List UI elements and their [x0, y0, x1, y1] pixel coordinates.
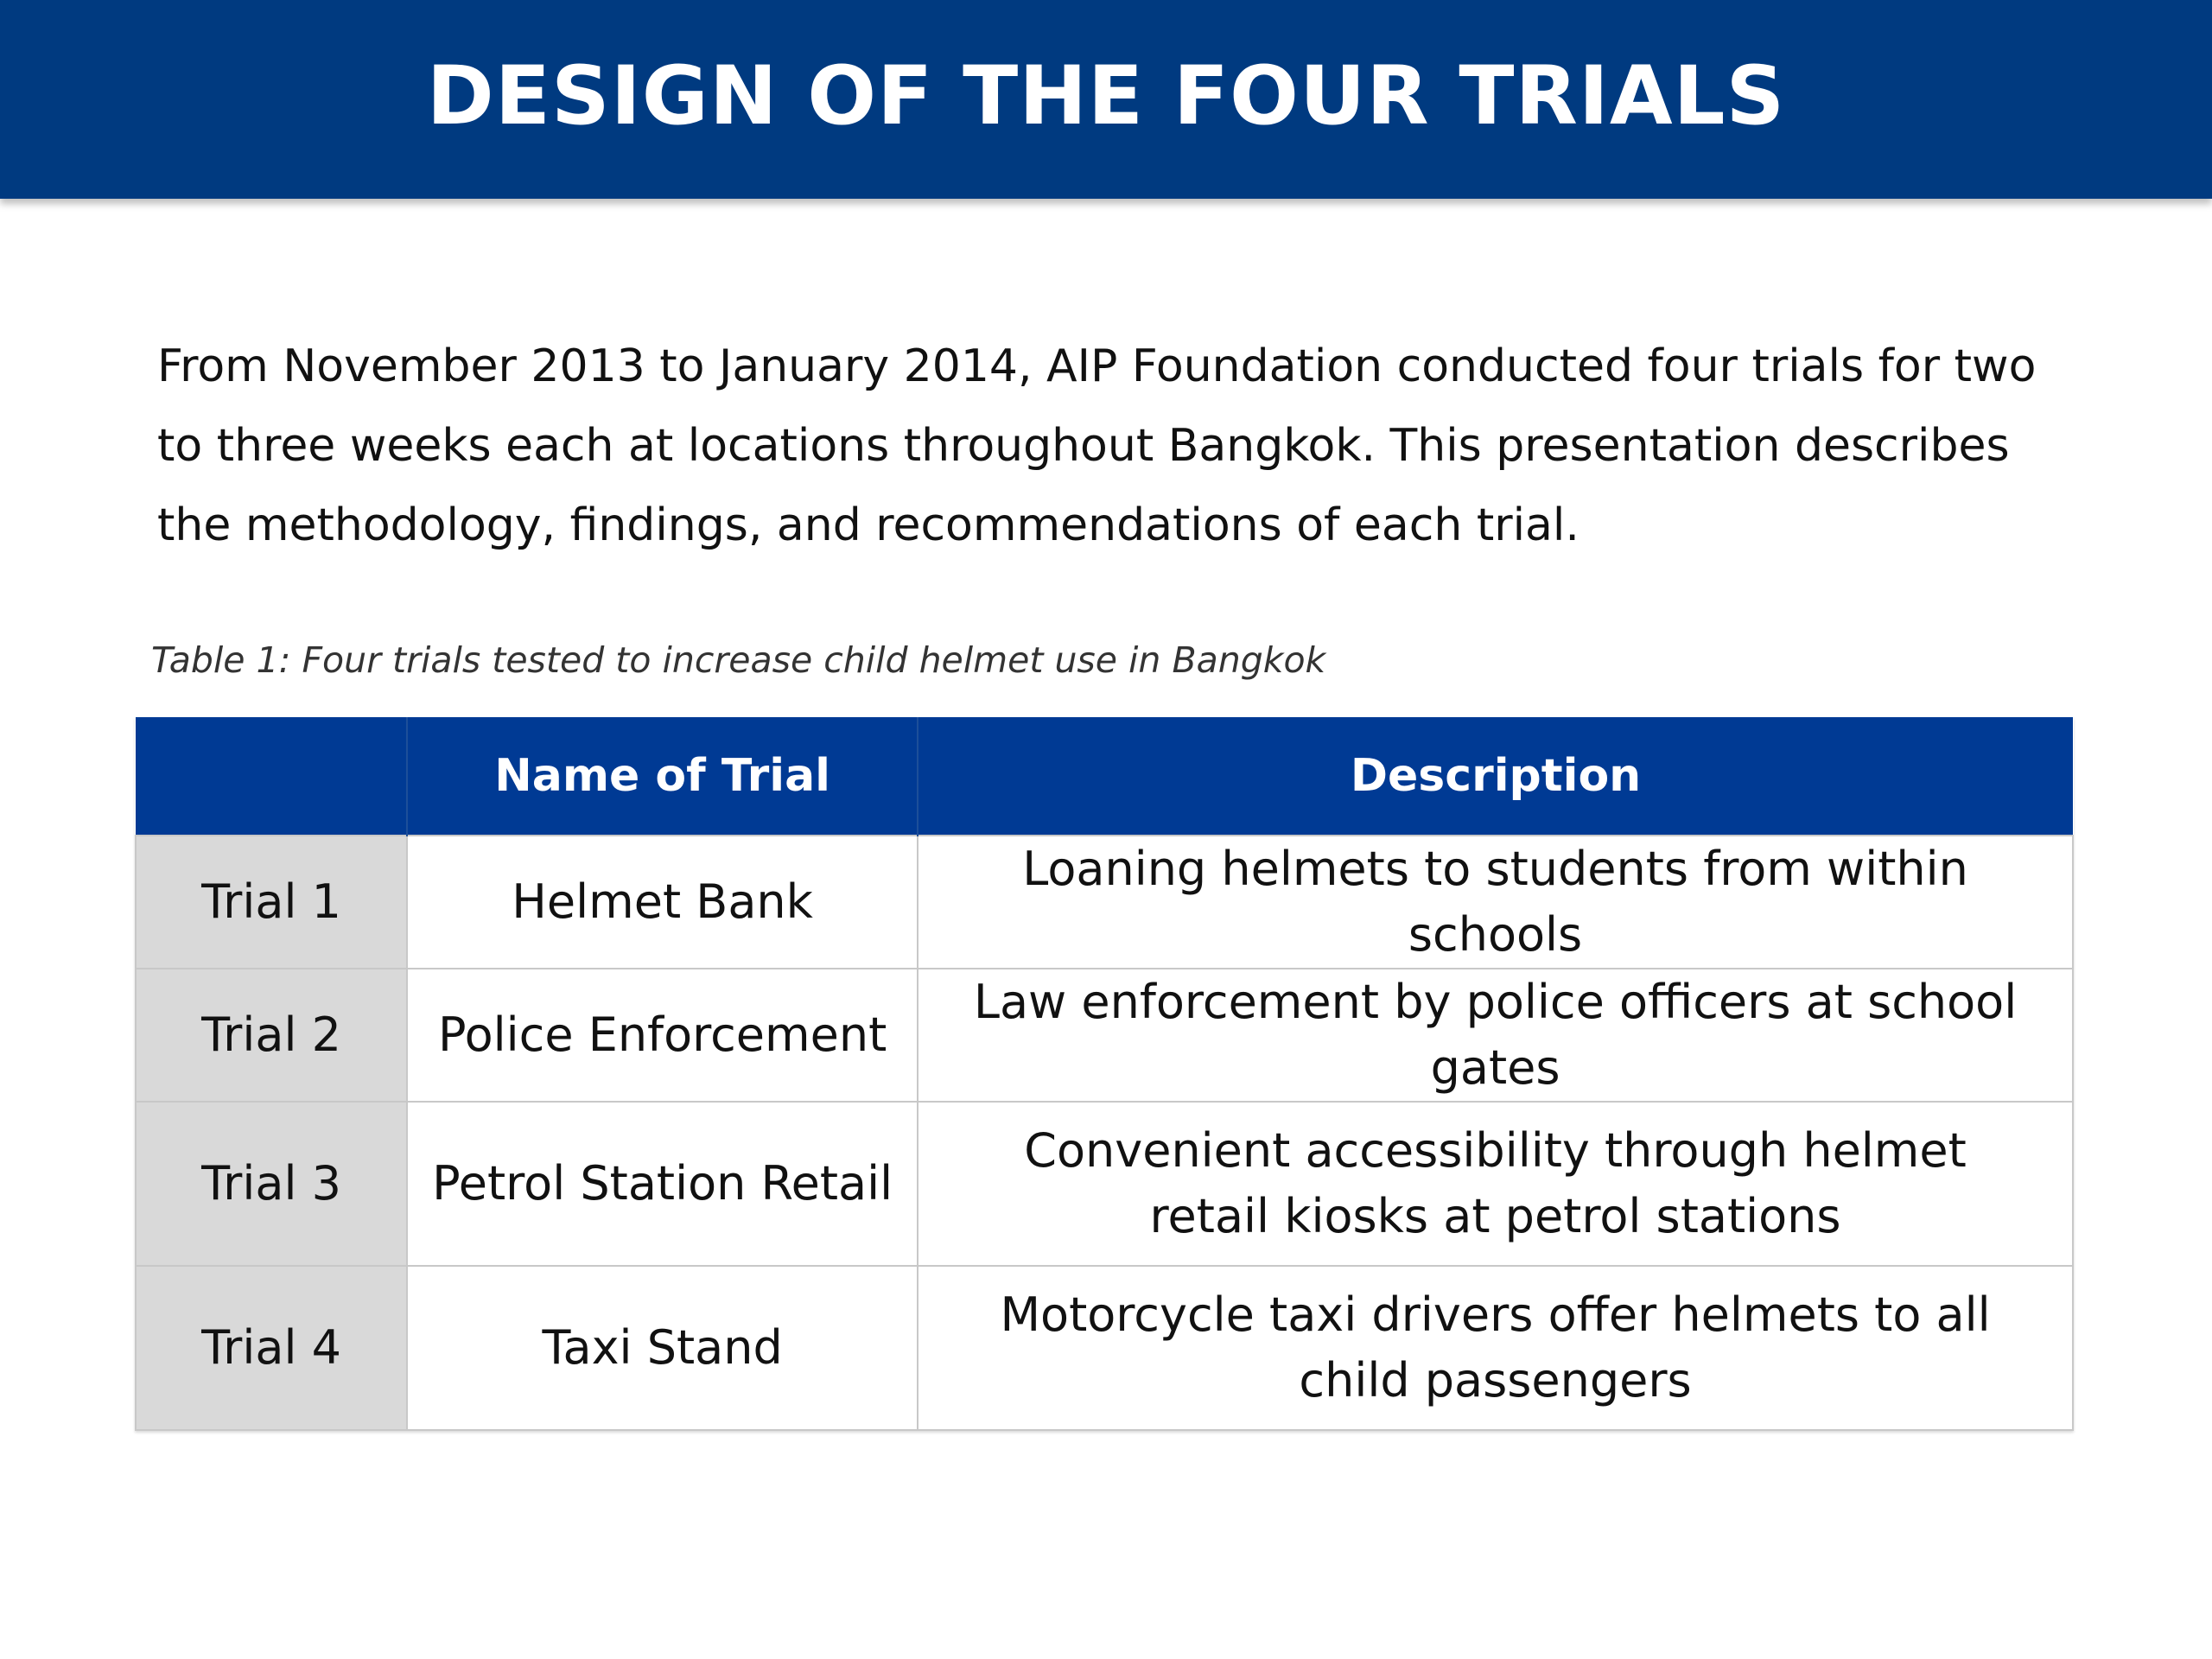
trial-label: Trial 2 — [136, 969, 407, 1102]
trial-label: Trial 4 — [136, 1266, 407, 1430]
table-row — [136, 836, 2073, 969]
intro-paragraph: From November 2013 to January 2014, AIP Foundation conducted four trials for two to three weeks each at locations throughout Bangkok. This presentation describes the methodology, findings, and recommendations of each trial. — [157, 340, 2037, 551]
trial-description: Convenient accessibility through helmet retail kiosks at petrol stations — [918, 1102, 2073, 1266]
table-row — [136, 969, 2073, 1102]
trial-description: Motorcycle taxi drivers offer helmets to all child passengers — [918, 1266, 2073, 1430]
trial-name: Taxi Stand — [407, 1266, 918, 1430]
trial-description: Loaning helmets to students from within schools — [918, 836, 2073, 969]
table-row — [136, 1102, 2073, 1266]
trial-name: Police Enforcement — [407, 969, 918, 1102]
table-caption: Table 1: Four trials tested to increase child helmet use in Bangkok — [151, 639, 1326, 681]
table-row — [136, 1266, 2073, 1430]
title-bar — [0, 0, 2212, 199]
header-name-of-trial: Name of Trial — [407, 717, 918, 836]
header-empty — [136, 717, 407, 836]
trial-name: Petrol Station Retail — [407, 1102, 918, 1266]
header-description: Description — [918, 717, 2073, 836]
trial-label: Trial 1 — [136, 836, 407, 969]
slide-title: DESIGN OF THE FOUR TRIALS — [426, 48, 1786, 143]
trial-name: Helmet Bank — [407, 836, 918, 969]
trials-table — [135, 717, 2074, 1431]
trial-label: Trial 3 — [136, 1102, 407, 1266]
table-header-row — [136, 717, 2073, 836]
trial-description: Law enforcement by police officers at school gates — [918, 969, 2073, 1102]
